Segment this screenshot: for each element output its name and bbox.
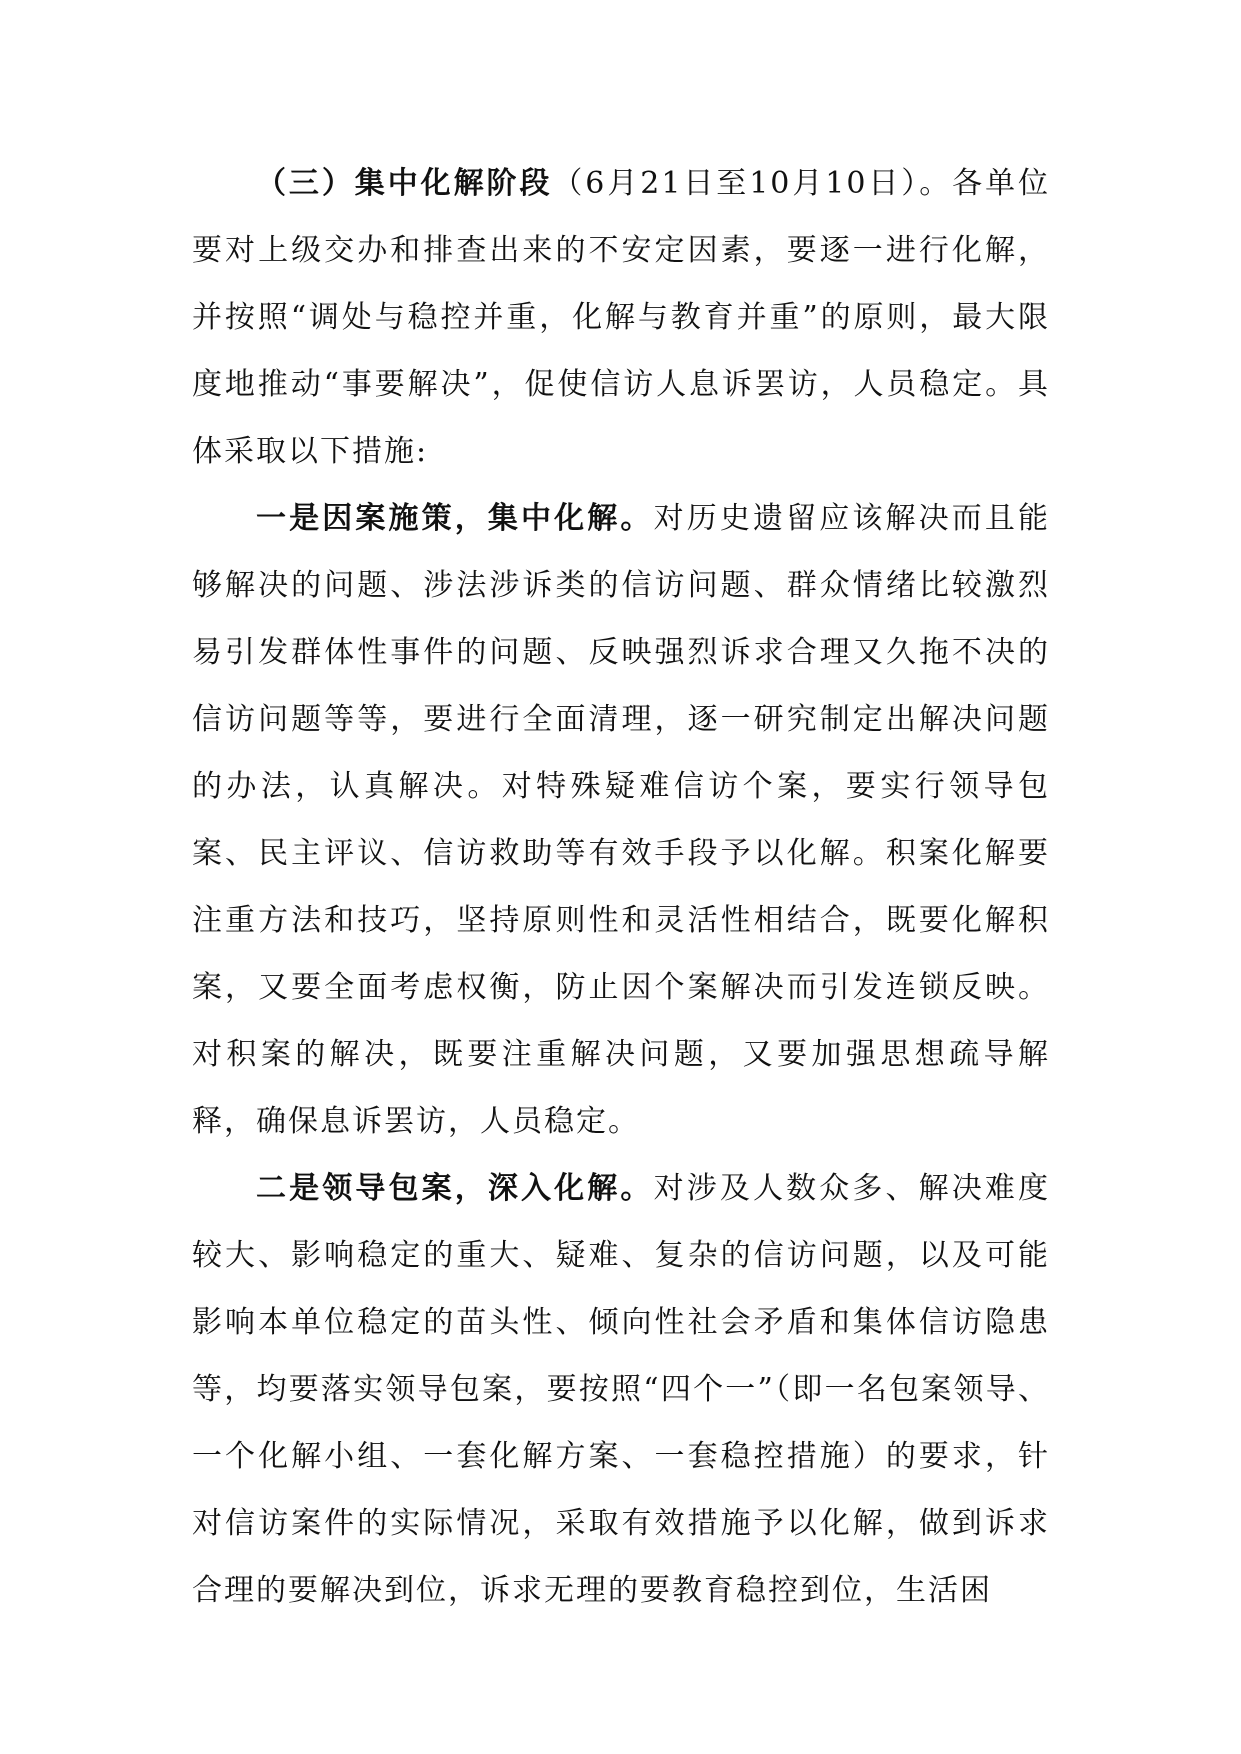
paragraph-phase-three [192, 150, 1050, 485]
paragraph-measure-one [192, 485, 1050, 1155]
paragraph-heading: （三）集中化解阶段 [256, 166, 553, 201]
document-body [192, 150, 1050, 1624]
paragraph-text: 对涉及人数众多、解决难度较大、影响稳定的重大、疑难、复杂的信访问题，以及可能影响本单位稳定的苗头性、倾向性社会矛盾和集体信访隐患等，均要落实领导包案，要按照“四个一”（即一名包案领导、一个化解小组、一套化解方案、一套稳控措施）的要求，针对信访案件的实际情况，采取有效措施予以化解，做到诉求合理的要解决到位，诉求无理的要教育稳控到位，生活困 [192, 1171, 1051, 1608]
paragraph-text: （6月21日至10月10日）。各单位要对上级交办和排查出来的不安定因素，要逐一进行化解，并按照“调处与稳控并重，化解与教育并重”的原则，最大限度地推动“事要解决”，促使信访人息诉罢访，人员稳定。具体采取以下措施: [192, 166, 1051, 469]
paragraph-heading: 一是因案施策，集中化解。 [256, 501, 654, 536]
paragraph-text: 对历史遗留应该解决而且能够解决的问题、涉法涉诉类的信访问题、群众情绪比较激烈易引发群体性事件的问题、反映强烈诉求合理又久拖不决的信访问题等等，要进行全面清理，逐一研究制定出解决问题的办法，认真解决。对特殊疑难信访个案，要实行领导包案、民主评议、信访救助等有效手段予以化解。积案化解要注重方法和技巧，坚持原则性和灵活性相结合，既要化解积案，又要全面考虑权衡，防止因个案解决而引发连锁反映。对积案的解决，既要注重解决问题，又要加强思想疏导解释，确保息诉罢访，人员稳定。 [192, 501, 1051, 1139]
paragraph-heading: 二是领导包案，深入化解。 [256, 1171, 654, 1206]
paragraph-measure-two [192, 1155, 1050, 1624]
